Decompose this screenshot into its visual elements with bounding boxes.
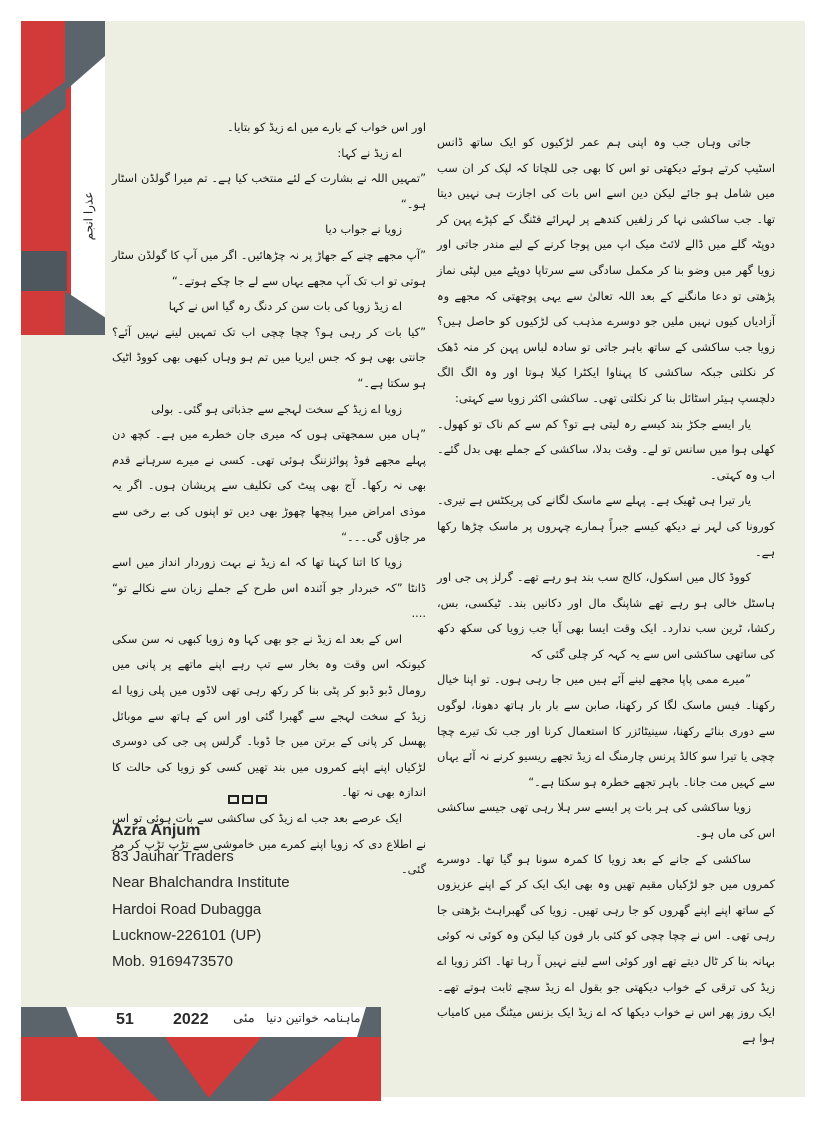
paragraph: اس کے بعد اے زیڈ نے جو بھی کہا وہ زویا کبھی نہ سن سکی کیونکہ اس وقت وہ بخار سے تپ رہے اپنے ماتھے پر پانی میں رومال ڈبو ڈبو کر پٹی بنا کر رکھ رہی تھی لاڈوں میں پلی زویا اے زیڈ کے سخت لہجے سے گھبرا گئی اور اس کے ہاتھ سے موبائل پھسل کر پانی کے برتن میں جا ڈوبا۔ گرلس پی جی کی دوسری لڑکیاں اپنے اپنے کمروں میں بند تھیں کسی کو زویا کی حالت کا اندازہ بھی نہ تھا۔ — [112, 631, 426, 800]
paragraph: زویا ساکشی کی ہر بات پر ایسے سر ہلا رہی تھی جیسے ساکشی اس کی ماں ہو۔ — [437, 800, 775, 841]
paragraph: زویا نے جواب دیا — [325, 222, 402, 237]
footer-chevron-right — [206, 1037, 346, 1101]
section-separator — [228, 795, 267, 804]
quote: ”کیا بات کر رہی ہو؟ چچا چچی اب تک تمہیں لینے نہیں آئے؟ جانتی بھی ہو کہ جس ایریا میں تم ہو وہاں کبھی بھی کووڈ اٹیک ہو سکتا ہے۔“ — [112, 324, 426, 390]
paragraph: زویا اے زیڈ کے سخت لہجے سے جذباتی ہو گئی۔ بولی — [151, 401, 402, 416]
decorative-side-strip — [21, 21, 105, 335]
paragraph: یار ایسے جکڑ بند کیسے رہ لیتی ہے تو؟ کم سے کم ناک تو کھول۔ کھلی ہوا میں سانس تو لے۔ وقت بدلا، ساکشی کے جملے بھی بدل گئے۔ اب وہ کہتی۔ — [437, 416, 775, 482]
paragraph: ”میرے ممی پاپا مجھے لینے آئے ہیں میں جا رہی ہوں۔ تو اپنا خیال رکھنا۔ فیس ماسک لگا کر رکھنا، صابن سے بار بار ہاتھ دھونا، لوگوں سے دوری بنائے رکھنا، سینیٹائزر کا استعمال کرنا اور جب تک تیرے چچا چچی یا تیرا سو کالڈ پرنس چارمنگ اے زیڈ تجھے ریسیو کرنے نہ آئے یہاں سے کہیں مت جانا۔ باہر تجھے خطرہ ہو سکتا ہے۔“ — [437, 672, 775, 789]
paragraph: اے زیڈ نے کہا: — [337, 145, 402, 160]
author-side-label-text: عذرا انجم — [81, 191, 95, 241]
separator-square-icon — [228, 795, 239, 804]
page-number: 51 — [116, 1011, 134, 1028]
address-line: Hardoi Road Dubagga — [112, 900, 262, 918]
paragraph: اور اس خواب کے بارے میں اے زیڈ کو بتایا۔ — [227, 120, 426, 134]
phone-line: Mob. 9169473570 — [112, 953, 233, 971]
article-column-left — [112, 115, 426, 883]
address-line: Lucknow-226101 (UP) — [112, 926, 262, 944]
paragraph: کووڈ کال میں اسکول، کالج سب بند ہو رہے تھے۔ گرلز پی جی اور ہاسٹل خالی ہو رہے تھے شاپنگ مال اور دکانیں بند۔ ٹیکسی، بس، رکشا، ٹرین سب ندارد۔ ایک وقت ایسا بھی آیا جب زویا کی سکھ دکھ کی ساتھی ساکشی اس سے یہ کہہ کر چلی گئی کہ — [437, 570, 775, 661]
strip-gray-block — [21, 251, 67, 291]
quote: ”تمہیں اللہ نے بشارت کے لئے منتخب کیا ہے۔ تم میرا گولڈن اسٹار ہو۔“ — [112, 171, 426, 211]
address-line: Near Bhalchandra Institute — [112, 874, 290, 892]
paragraph: یار تیرا ہی ٹھیک ہے۔ پہلے سے ماسک لگانے کی پریکٹس ہے تیری۔ کورونا کی لہر نے دیکھ کیسے جبراً ہمارے چہروں پر ماسک چڑھا رکھا ہے۔ — [437, 493, 775, 559]
magazine-name: ماہنامہ خواتین دنیا — [266, 1011, 361, 1025]
article-column-right — [437, 130, 775, 1051]
paragraph: ایک عرصے بعد جب اے زیڈ کی ساکشی سے بات ہوئی تو اس نے اطلاع دی کہ زویا اپنے کمرے میں خاموشی سے تڑپ تڑپ کر مر گئی۔ — [112, 811, 426, 877]
issue-month: مئی — [233, 1011, 255, 1026]
issue-year: 2022 — [173, 1011, 209, 1028]
paragraph: اے زیڈ زویا کی بات سن کر دنگ رہ گیا اس نے کہا — [168, 299, 402, 314]
footer-chevron-left — [96, 1037, 211, 1101]
address-line: 83 Jauhar Traders — [112, 848, 234, 866]
separator-square-icon — [242, 795, 253, 804]
paragraph: جاتی وہاں جب وہ اپنی ہم عمر لڑکیوں کو ایک ساتھ ڈانس اسٹیپ کرتے ہوئے دیکھتی تو اس کا بھی جی للچاتا کہ لپک کر ان سب میں شامل ہو جائے لیکن دین اسے اس بات کی اجازت ہی نہیں دیتا تھا۔ جب ساکشی نہا کر زلفیں کندھے پر لہرائے فٹنگ کے کپڑے پہن کر دوپٹہ گلے میں ڈالے لائٹ میک اپ میں پوجا کرنے کے لیے مندر جاتی اور زویا گھر میں وضو بنا کر مکمل سادگی سے سرتاپا دوپٹے میں لپٹی نماز پڑھتی تو دعا مانگنے کے بعد اللہ تعالیٰ سے یہی پوچھتی کہ مجھے وہ آزادیاں کیوں نہیں ملیں جو دوسرے مذہب کی لڑکیوں کو حاصل ہیں؟ زویا جب ساکشی کے ساتھ باہر جاتی تو سادہ لباس پہن کر منہ ڈھک کر نکلتی جبکہ ساکشی کا پہناوا ایکٹرا کیلا ہوتا اور وہ الگ الگ دلچسپ ہیئر اسٹائل بنا کر نکلتی تھی۔ ساکشی اکثر زویا سے کہتی: — [437, 135, 775, 405]
page-footer — [21, 1007, 381, 1101]
author-address-block — [112, 818, 290, 975]
paragraph: ساکشی کے جانے کے بعد زویا کا کمرہ سونا ہو گیا تھا۔ دوسرے کمروں میں جو لڑکیاں مقیم تھیں وہ بھی ایک ایک کر کے اپنے عزیزوں کے ساتھ اپنے اپنے گھروں کو جا رہی تھیں۔ زویا کی گھبراہٹ بڑھتی جا رہی تھی۔ اس نے چچا چچی کو کئی بار فون کیا لیکن وہ کوئی نہ کوئی بہانہ بنا کر ٹال دیتے تھے اور کوئی اسے لینے نہیں آ رہا تھا۔ اکثر زویا اے زیڈ کی ترقی کے خواب دیکھتی جو بقول اے زیڈ سچے ثابت ہوتے تھے۔ ایک روز پھر اس نے خواب دیکھا کہ اے زیڈ ایک بزنس میٹنگ میں کامیاب ہوا ہے — [437, 851, 775, 1045]
separator-square-icon — [256, 795, 267, 804]
author-side-label — [71, 171, 105, 261]
author-name: Azra Anjum — [112, 822, 201, 839]
quote: ”آپ مجھے چنے کے جھاڑ پر نہ چڑھائیں۔ اگر میں آپ کا گولڈن سٹار ہوتی تو اب تک آپ مجھے یہاں سے لے جا چکے ہوتے۔“ — [112, 247, 426, 288]
quote: ”ہاں میں سمجھتی ہوں کہ میری جان خطرے میں ہے۔ کچھ دن پہلے مجھے فوڈ پوائزننگ ہوئی تھی۔ کسی نے میرے سرہانے قدم بھی نہ رکھا۔ آج بھی پیٹ کی تکلیف سے پریشان ہوں۔ اگر یہ موذی امراض میرا پیچھا چھوڑ بھی دیں تو اپنوں کی بے رخی سے مر جاؤں گی۔۔۔“ — [112, 427, 426, 544]
paragraph: زویا کا اتنا کہنا تھا کہ اے زیڈ نے بہت زوردار انداز میں اسے ڈانٹا ”کہ خبردار جو آئندہ اس طرح کے جملے زبان سے نکالے تو“ .... — [112, 555, 426, 621]
